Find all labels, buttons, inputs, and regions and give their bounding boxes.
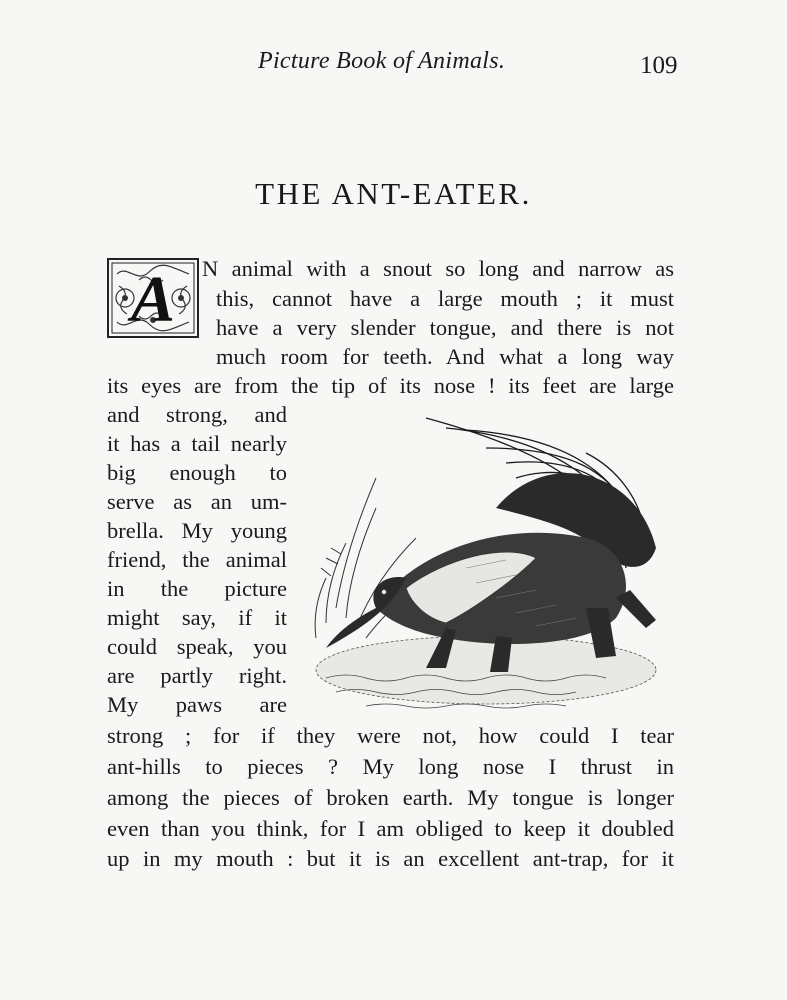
text-line: are partly right.	[107, 663, 287, 688]
text-line: friend, the animal	[107, 547, 287, 572]
text-line: among the pieces of broken earth. My tongue is longer	[107, 785, 674, 810]
text-line: up in my mouth : but it is an excellent ant-trap, for it	[107, 846, 674, 871]
text-line: have a very slender tongue, and there is not	[216, 315, 674, 340]
text-line: brella. My young	[107, 518, 287, 543]
text-line: this, cannot have a large mouth ; it must	[216, 286, 674, 311]
text-line: serve as an um-	[107, 489, 287, 514]
text-line: could speak, you	[107, 634, 287, 659]
text-line: My paws are	[107, 692, 287, 717]
text-line: in the picture	[107, 576, 287, 601]
text-line: and strong, and	[107, 402, 287, 427]
anteater-illustration	[296, 408, 671, 728]
text-line: big enough to	[107, 460, 287, 485]
text-line: its eyes are from the tip of its nose ! its feet are large	[107, 373, 674, 398]
text-line: it has a tail nearly	[107, 431, 287, 456]
chapter-title: THE ANT-EATER.	[255, 176, 532, 211]
text-line: strong ; for if they were not, how could I tear	[107, 723, 674, 748]
text-line: even than you think, for I am obliged to keep it doubled	[107, 816, 674, 841]
drop-cap	[107, 258, 199, 338]
text-line: ant-hills to pieces ? My long nose I thrust in	[107, 754, 674, 779]
page-number: 109	[640, 52, 678, 79]
text-line: much room for teeth. And what a long way	[216, 344, 674, 369]
anteater-engraving-icon	[296, 408, 671, 728]
text-line: N animal with a snout so long and narrow as	[202, 256, 674, 281]
drop-cap-letter: A	[130, 263, 176, 336]
text-line: might say, if it	[107, 605, 287, 630]
running-head: Picture Book of Animals.	[258, 48, 506, 74]
